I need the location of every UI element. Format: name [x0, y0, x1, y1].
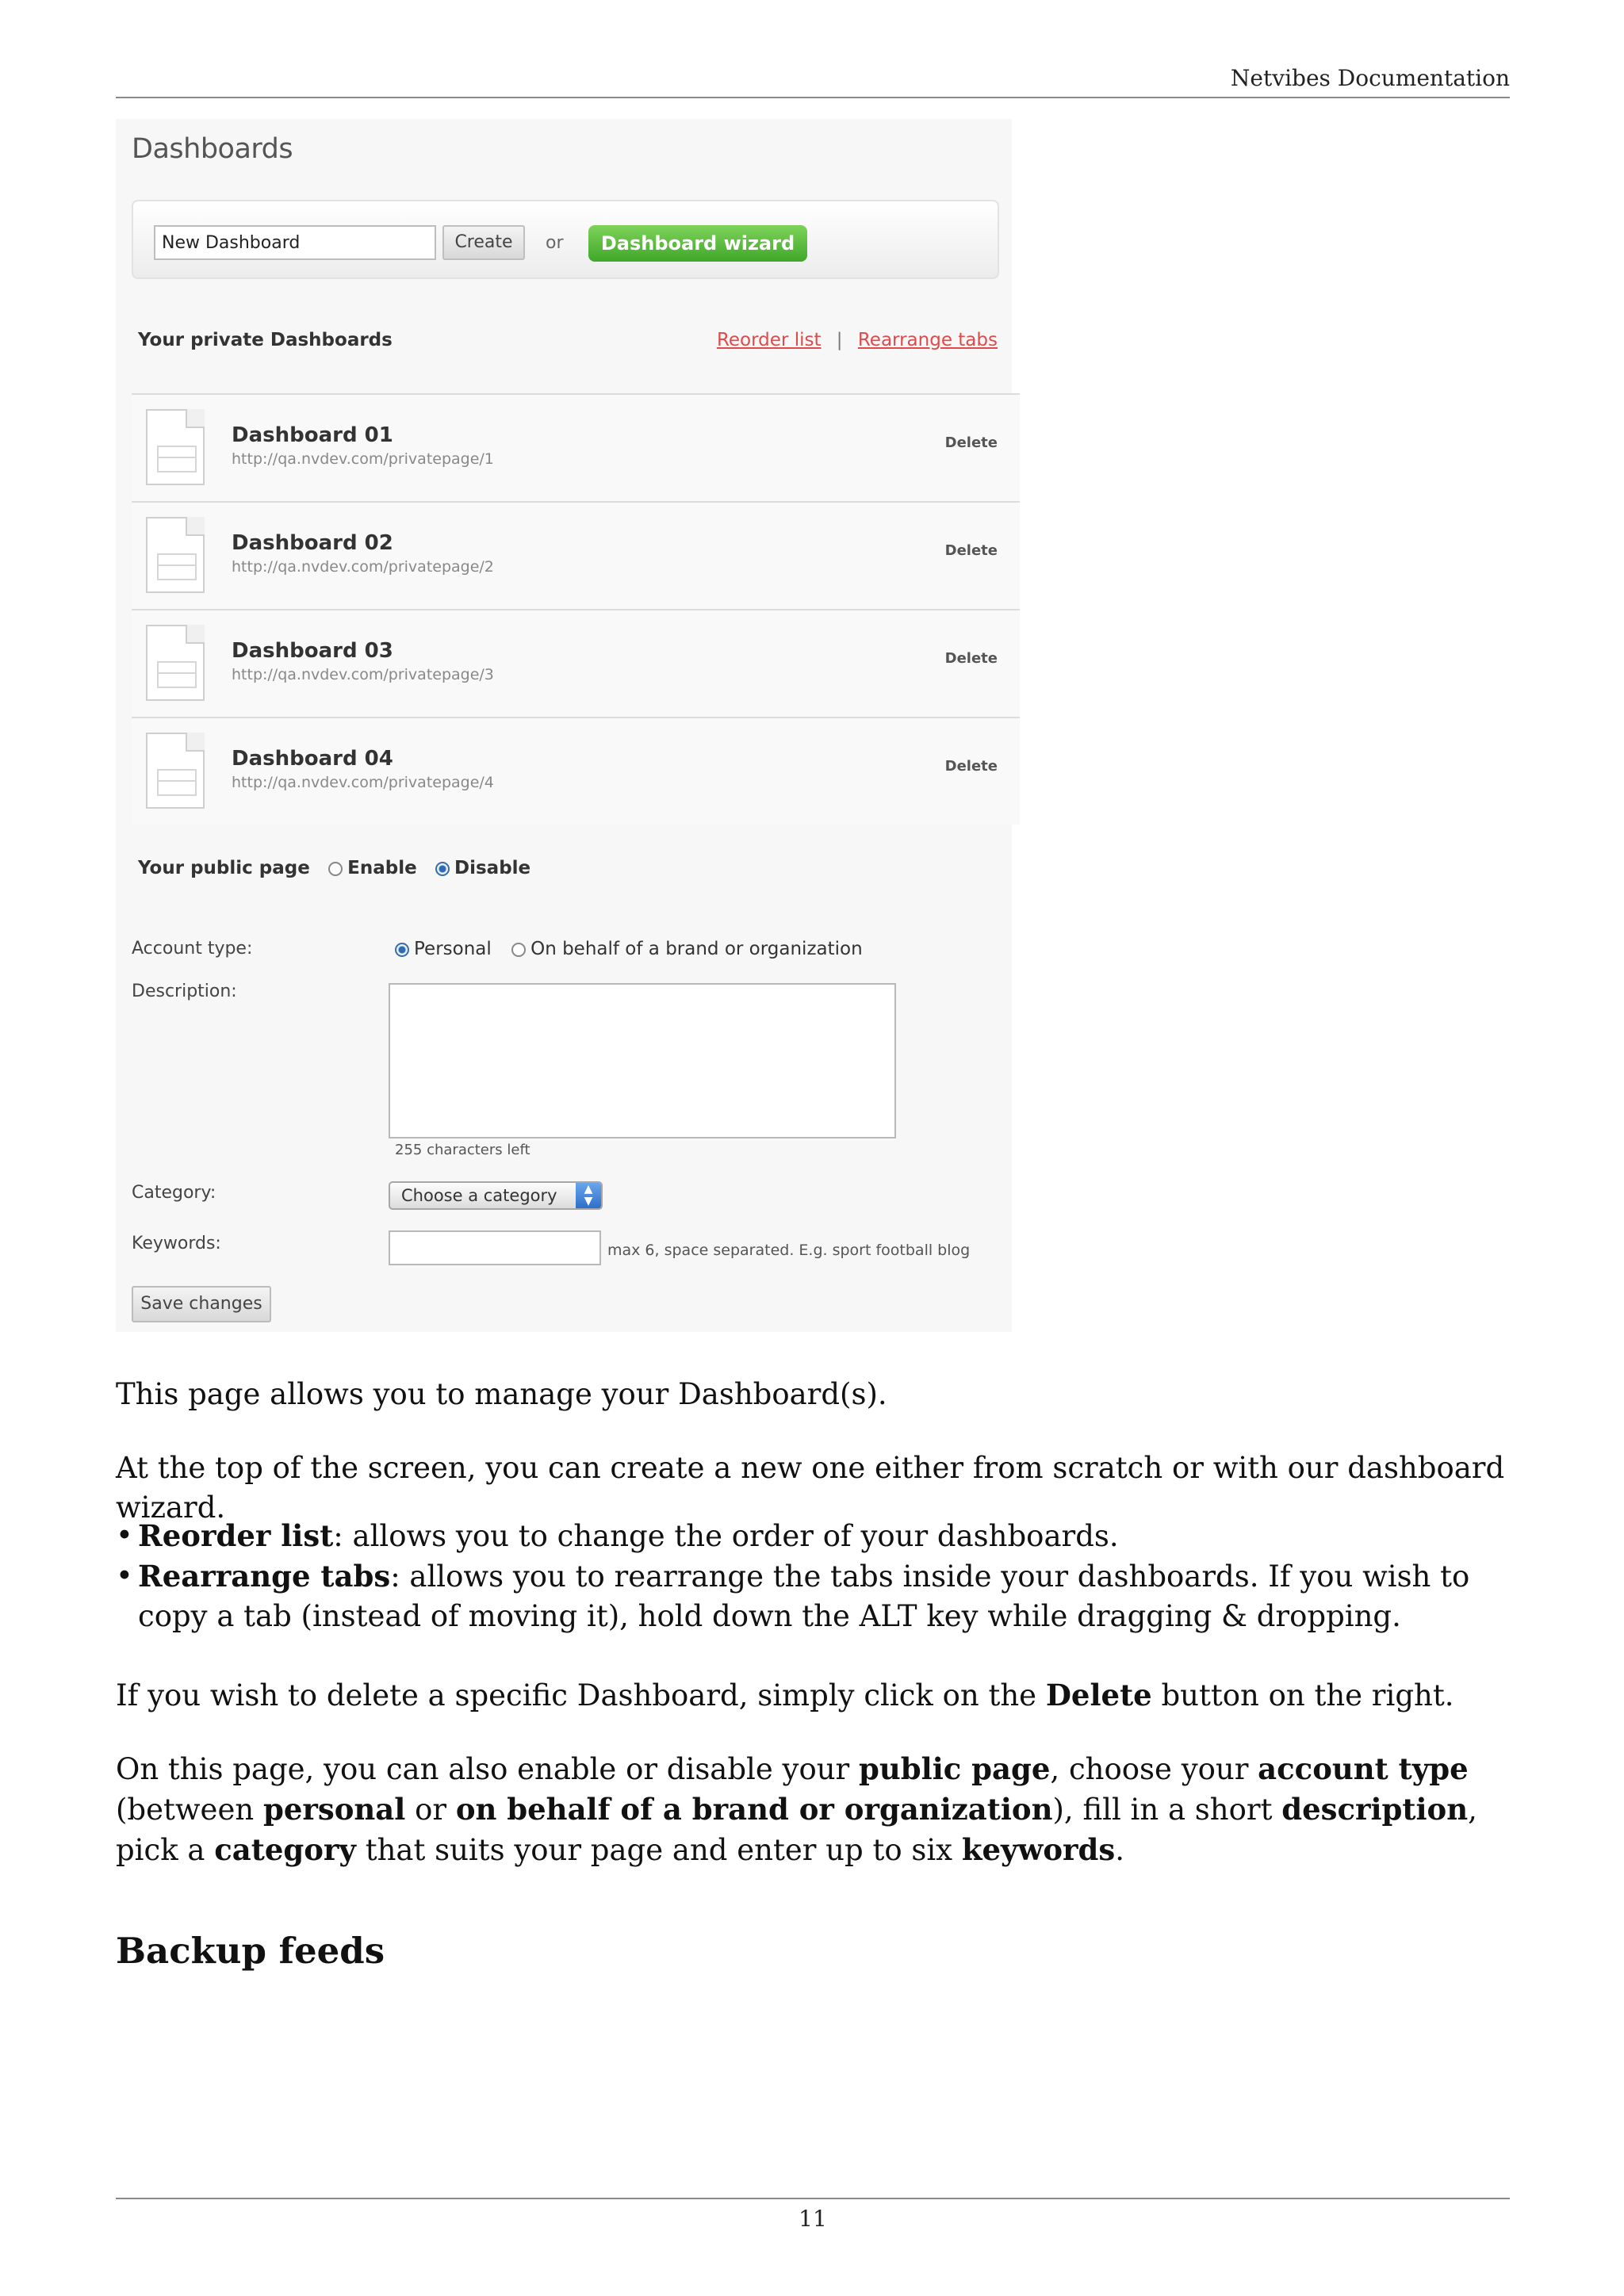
reorder-list-link[interactable]: Reorder list	[716, 330, 822, 350]
paragraph-intro	[116, 1375, 1510, 1414]
dashboard-name[interactable]: Dashboard 04	[232, 747, 393, 771]
select-arrows-icon: ▲ ▼	[576, 1183, 601, 1208]
radio-checked-icon[interactable]	[435, 862, 450, 876]
dashboards-title: Dashboards	[132, 133, 293, 165]
dashboard-row	[132, 395, 1020, 503]
dashboards-screenshot	[116, 119, 1012, 1332]
dashboard-name[interactable]: Dashboard 02	[232, 531, 393, 555]
dashboard-thumbnail-icon	[146, 625, 205, 701]
term-reorder-list: Reorder list	[138, 1518, 334, 1553]
dashboard-row	[132, 610, 1020, 718]
dashboard-name[interactable]: Dashboard 01	[232, 423, 393, 447]
or-label: or	[546, 233, 564, 253]
dashboard-url[interactable]: http://qa.nvdev.com/privatepage/4	[232, 774, 494, 791]
keywords-input[interactable]	[389, 1230, 601, 1265]
account-type-options	[395, 939, 877, 959]
delete-button[interactable]: Delete	[944, 434, 998, 451]
delete-button[interactable]: Delete	[944, 542, 998, 559]
text-run-bold: personal	[262, 1792, 406, 1827]
text-run-bold: on behalf of a brand or organization	[455, 1792, 1053, 1827]
radio-checked-icon[interactable]	[395, 943, 409, 957]
public-page-row	[138, 858, 543, 878]
text-run-bold: account type	[1258, 1751, 1469, 1786]
links-separator: |	[836, 330, 843, 350]
text-run: On this page, you can also enable or disable your	[116, 1752, 859, 1786]
features-list	[116, 1516, 1510, 1636]
public-page-label: Your public page	[138, 858, 310, 878]
category-select[interactable]	[389, 1181, 603, 1210]
text-run: , pick a	[116, 1793, 1477, 1867]
dashboard-url[interactable]: http://qa.nvdev.com/privatepage/1	[232, 450, 494, 468]
characters-left: 255 characters left	[395, 1142, 530, 1158]
keywords-hint: max 6, space separated. E.g. sport football blog	[607, 1242, 971, 1259]
radio-unchecked-icon[interactable]	[511, 943, 526, 957]
term-rearrange-tabs: Rearrange tabs	[138, 1559, 391, 1594]
text-run-bold: public page	[859, 1751, 1051, 1786]
delete-button[interactable]: Delete	[944, 758, 998, 775]
description-label: Description:	[132, 982, 237, 1001]
paragraph-delete	[116, 1675, 1510, 1716]
radio-unchecked-icon[interactable]	[328, 862, 343, 876]
save-changes-button[interactable]: Save changes	[132, 1286, 271, 1322]
personal-label: Personal	[414, 939, 492, 959]
page-footer	[116, 2198, 1510, 2232]
list-actions	[717, 330, 998, 350]
page-header	[116, 65, 1510, 98]
create-button[interactable]: Create	[442, 225, 525, 260]
text-run-bold: keywords	[961, 1832, 1116, 1867]
term-description: : allows you to change the order of your dashboards.	[333, 1519, 1119, 1553]
dashboard-row	[132, 503, 1020, 610]
text-run-bold: category	[214, 1832, 356, 1867]
delete-button[interactable]: Delete	[944, 650, 998, 667]
text-run: ), fill in a short	[1052, 1793, 1282, 1827]
paragraph-text: At the top of the screen, you can create a new one either from scratch or with our dashboard wizard.	[116, 1451, 1505, 1525]
text-run-bold: Delete	[1045, 1678, 1152, 1712]
brand-option[interactable]	[511, 939, 863, 959]
dashboard-thumbnail-icon	[146, 409, 205, 485]
dashboard-thumbnail-icon	[146, 517, 205, 593]
list-item	[116, 1556, 1510, 1636]
text-run: button on the right.	[1151, 1678, 1454, 1712]
private-dashboards-heading: Your private Dashboards	[138, 330, 393, 350]
paragraph-text: This page allows you to manage your Dashboard(s).	[116, 1377, 887, 1411]
enable-option[interactable]	[328, 858, 417, 878]
term-description: : allows you to rearrange the tabs inside your dashboards. If you wish to copy a tab (instead of moving it), hold down the ALT key while dragging & dropping.	[138, 1559, 1470, 1633]
description-textarea[interactable]	[389, 983, 896, 1138]
dashboard-row	[132, 718, 1020, 825]
section-heading: Backup feeds	[116, 1930, 385, 1972]
dashboard-url[interactable]: http://qa.nvdev.com/privatepage/2	[232, 558, 494, 576]
new-dashboard-input[interactable]	[154, 225, 436, 260]
dashboard-thumbnail-icon	[146, 733, 205, 809]
brand-label: On behalf of a brand or organization	[530, 939, 863, 959]
dashboard-list	[132, 393, 1020, 825]
rearrange-tabs-link[interactable]: Rearrange tabs	[857, 330, 998, 350]
text-run-bold: description	[1281, 1792, 1469, 1827]
enable-label: Enable	[347, 858, 417, 878]
document-title: Netvibes Documentation	[1230, 65, 1510, 91]
disable-label: Disable	[454, 858, 531, 878]
list-item	[116, 1516, 1510, 1556]
page-number: 11	[799, 2206, 827, 2232]
text-run: , choose your	[1050, 1752, 1258, 1786]
keywords-label: Keywords:	[132, 1234, 221, 1253]
text-run: (between	[116, 1793, 263, 1827]
text-run: If you wish to delete a specific Dashboard, simply click on the	[116, 1678, 1046, 1712]
category-value: Choose a category	[401, 1186, 557, 1205]
text-run: that suits your page and enter up to six	[355, 1833, 962, 1867]
disable-option[interactable]	[435, 858, 530, 878]
dashboard-name[interactable]: Dashboard 03	[232, 639, 393, 663]
paragraph-public-page	[116, 1749, 1510, 1870]
create-dashboard-bar	[132, 200, 999, 279]
personal-option[interactable]	[395, 939, 492, 959]
text-run: or	[405, 1793, 456, 1827]
dashboard-url[interactable]: http://qa.nvdev.com/privatepage/3	[232, 666, 494, 683]
account-type-label: Account type:	[132, 939, 253, 959]
text-run: .	[1115, 1833, 1124, 1867]
dashboard-wizard-button[interactable]: Dashboard wizard	[588, 225, 807, 262]
category-label: Category:	[132, 1183, 216, 1203]
